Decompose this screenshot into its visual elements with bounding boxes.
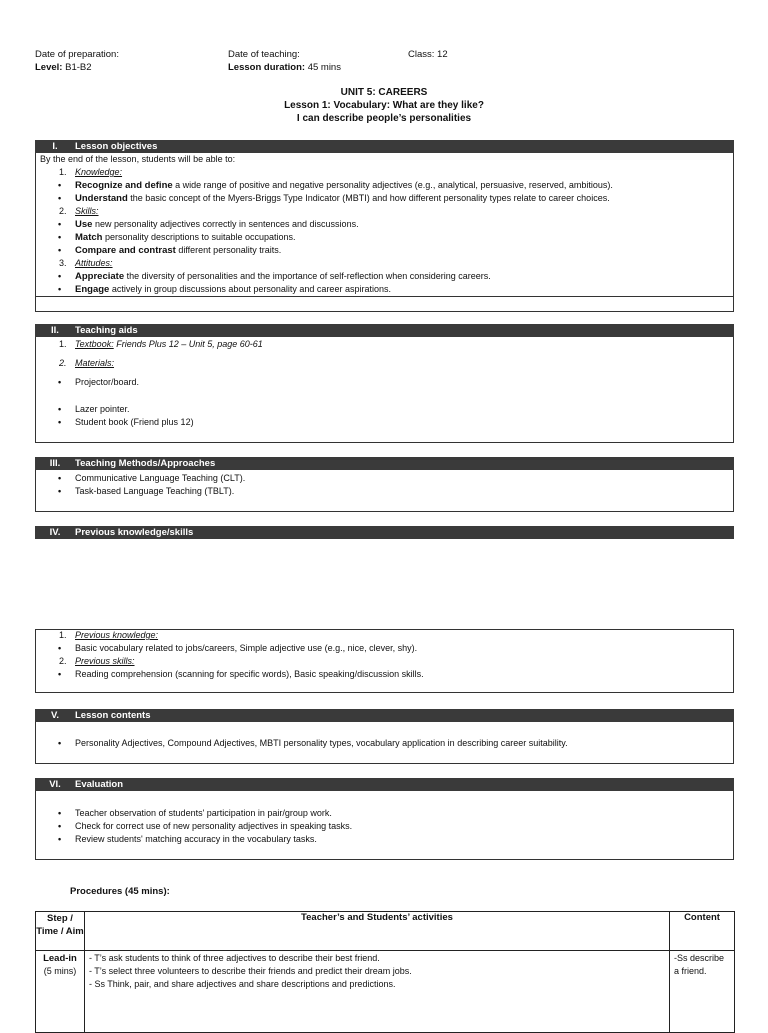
unit-title: UNIT 5: CAREERS — [340, 87, 428, 98]
step-cell — [36, 951, 85, 1033]
content-cell: -Ss describe a friend. — [670, 951, 735, 1033]
section-title: Teaching Methods/Approaches — [75, 458, 216, 469]
lesson-title: Lesson 1: Vocabulary: What are they like? — [284, 100, 484, 111]
section-number: V. — [50, 710, 60, 721]
section-title: Previous knowledge/skills — [75, 527, 194, 538]
column-header-activities: Teacher’s and Students’ activities — [84, 912, 669, 951]
section-number: II. — [51, 325, 59, 336]
procedures-table — [35, 911, 735, 1033]
section-number: IV. — [49, 527, 61, 538]
section-bar-lesson-objectives — [35, 140, 734, 153]
textbook-number: 1. — [59, 339, 67, 349]
attitudes-label: Attitudes: — [75, 258, 113, 268]
section-bar-teaching-aids — [35, 324, 734, 337]
list-item: • Projector/board. — [75, 377, 139, 387]
previous-knowledge-number: 1. — [59, 630, 67, 640]
materials-label: Materials: — [75, 358, 115, 368]
lesson-goal: I can describe people’s personalities — [296, 113, 472, 124]
class-label: Class: 12 — [408, 49, 448, 60]
step-name: Lead-in — [43, 953, 77, 964]
date-of-preparation-label: Date of preparation: — [35, 49, 119, 60]
section-title: Teaching aids — [75, 325, 138, 336]
knowledge-label: Knowledge: — [75, 167, 123, 177]
textbook-line: Textbook: Friends Plus 12 – Unit 5, page 60-61 — [75, 339, 263, 349]
list-item: • Review students' matching accuracy in the vocabulary tasks. — [75, 834, 317, 844]
column-header-step: Step / Time / Aim — [36, 912, 85, 951]
level-field — [35, 62, 92, 73]
section-number: I. — [52, 141, 58, 152]
attitudes-number: 3. — [59, 258, 67, 268]
list-item: • Personality Adjectives, Compound Adjectives, MBTI personality types, vocabulary application in describing career suitability. — [75, 738, 568, 748]
list-item: • Engage actively in group discussions about personality and career aspirations. — [75, 284, 391, 295]
activities-cell — [84, 951, 669, 1033]
step-time: (5 mins) — [43, 966, 77, 976]
list-item: • Recognize and define a wide range of positive and negative personality adjectives (e.g., analytical, persuasive, reserved, ambitious). — [75, 180, 613, 191]
previous-skills-number: 2. — [59, 656, 67, 666]
level-label: Level: — [35, 62, 63, 73]
date-of-teaching-label: Date of teaching: — [228, 49, 300, 60]
duration-label: Lesson duration: — [228, 62, 306, 73]
column-header-content: Content — [670, 912, 735, 951]
list-item: • Reading comprehension (scanning for specific words), Basic speaking/discussion skills. — [75, 669, 424, 679]
level-value: B1-B2 — [65, 62, 92, 73]
list-item: • Check for correct use of new personality adjectives in speaking tasks. — [75, 821, 352, 831]
list-item: • Basic vocabulary related to jobs/careers, Simple adjective use (e.g., nice, clever, shy). — [75, 643, 417, 653]
list-item: • Student book (Friend plus 12) — [75, 417, 194, 427]
list-item: • Teacher observation of students' participation in pair/group work. — [75, 808, 332, 818]
list-item: • Compare and contrast different personality traits. — [75, 245, 281, 256]
knowledge-number: 1. — [59, 167, 67, 177]
section-bar-evaluation — [35, 778, 734, 791]
activity-line: - T’s ask students to think of three adjectives to describe their best friend. — [88, 953, 380, 963]
skills-label: Skills: — [75, 206, 99, 216]
divider — [36, 296, 733, 297]
previous-knowledge-label: Previous knowledge: — [75, 630, 159, 640]
previous-skills-label: Previous skills: — [75, 656, 135, 666]
section-bar-previous-knowledge — [35, 526, 734, 539]
procedures-title: Procedures (45 mins): — [70, 886, 170, 897]
activity-line: - Ss Think, pair, and share adjectives and share descriptions and predictions. — [88, 979, 396, 989]
section-title: Evaluation — [75, 779, 124, 790]
list-item: • Communicative Language Teaching (CLT). — [75, 473, 245, 483]
section-bar-teaching-methods — [35, 457, 734, 470]
list-item: • Appreciate the diversity of personalities and the importance of self-reflection when considering careers. — [75, 271, 491, 282]
list-item: • Use new personality adjectives correctly in sentences and discussions. — [75, 219, 359, 230]
teaching-aids-box — [35, 337, 734, 443]
duration-value: 45 mins — [307, 62, 341, 73]
activity-line: - T’s select three volunteers to describe their friends and predict their dream jobs. — [88, 966, 412, 976]
list-item: • Task-based Language Teaching (TBLT). — [75, 486, 234, 496]
table-header-row — [36, 912, 735, 951]
table-row — [36, 951, 735, 1033]
list-item: • Understand the basic concept of the Myers-Briggs Type Indicator (MBTI) and how different personality types relate to career choices. — [75, 193, 610, 204]
section-number: III. — [49, 458, 61, 469]
section-bar-lesson-contents — [35, 709, 734, 722]
lesson-duration-field — [228, 62, 341, 73]
list-item: • Lazer pointer. — [75, 404, 130, 414]
skills-number: 2. — [59, 206, 67, 216]
list-item: • Match personality descriptions to suitable occupations. — [75, 232, 296, 243]
section-title: Lesson objectives — [75, 141, 158, 152]
materials-number: 2. — [59, 358, 67, 368]
section-title: Lesson contents — [75, 710, 151, 721]
objectives-intro: By the end of the lesson, students will be able to: — [40, 154, 236, 164]
section-number: VI. — [49, 779, 61, 790]
